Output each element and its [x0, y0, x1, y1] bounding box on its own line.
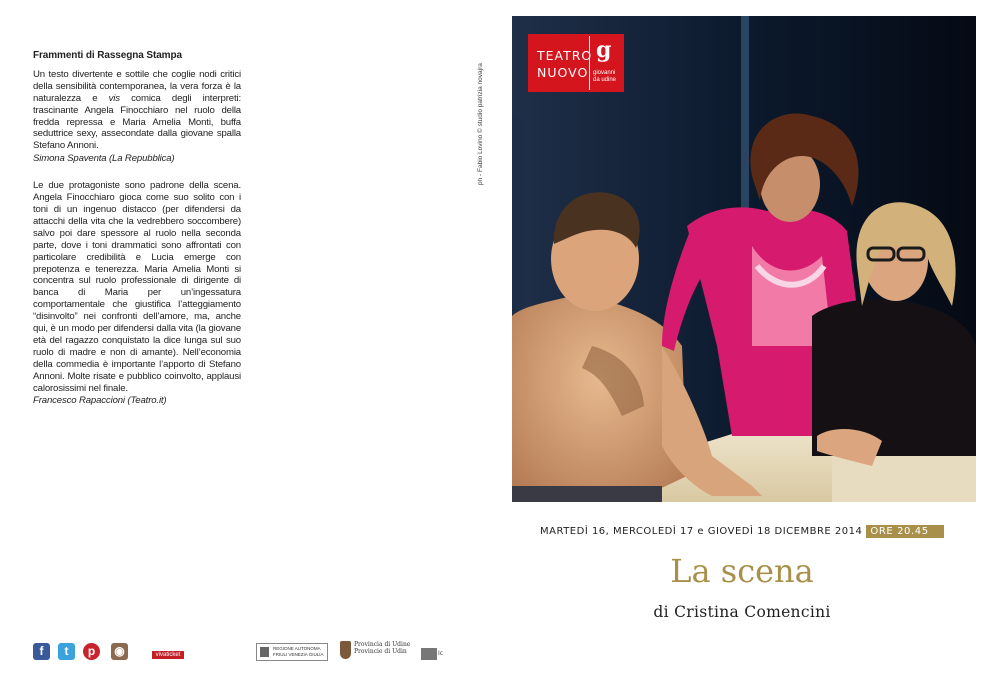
- facebook-icon[interactable]: f: [33, 643, 50, 660]
- review-2-text: Le due protagoniste sono padrone della scena. Angela Finocchiaro gioca come suo solito con i toni di un ingenuo distacco (per difendersi da attacchi della vita che la vedrebbero soccombere) salvo poi dare spessore al ruolo nella seconda parte, dove i toni drammatici sono affrontati con particolare credibilità e Lucia emerge con prepotenza e tenerezza. Maria Amelia Monti si concentra sul ruolo professionale di dirigente di banca di Maria per un’ingessatura comportamentale che giustifica l’atteggiamento “disinvolto” nei confronti dell’amore, ma, anche qui, è un modo per difendersi dalla vita (la giovane età del ragazzo conquistato la dice lunga sul suo ruolo di madre e non di amante). Nell’economia della commedia è importante l’apporto di Stefano Annoni. Molte risate e pubblico coinvolto, applausi calorosissimi nel finale.: [33, 180, 241, 394]
- pinterest-icon[interactable]: p: [83, 643, 100, 660]
- logo-subtitle: giovanni da udine: [593, 70, 617, 83]
- teatro-nuovo-logo: [528, 34, 624, 92]
- review-1-text: [33, 69, 241, 152]
- show-title: La scena: [670, 552, 814, 590]
- review-1-text-a: Un testo divertente e sottile che coglie nodi critici della sensibilità contemporanea, la vera forza è la naturalezza e: [33, 68, 241, 104]
- sponsor-mark-icon: [421, 648, 437, 660]
- provincia-crest-icon: [340, 641, 351, 659]
- vivaticket-logo[interactable]: vivaticket: [152, 651, 184, 659]
- logo-line-2: NUOVO: [537, 65, 589, 80]
- event-time-badge: ORE 20.45: [866, 525, 933, 538]
- review-2-source: Francesco Rapaccioni (Teatro.it): [33, 395, 167, 407]
- regione-fvg-logo: REGIONE AUTONOMA FRIULI VENEZIA GIULIA: [256, 643, 328, 661]
- instagram-icon[interactable]: ◉: [111, 643, 128, 660]
- provincia-udine-logo: Provincia di Udine Provincie di Udin: [340, 641, 410, 663]
- event-dates-text: MARTEDÌ 16, MERCOLEDÌ 17 e GIOVEDÌ 18 DICEMBRE 2014: [540, 526, 863, 537]
- twitter-icon[interactable]: t: [58, 643, 75, 660]
- sponsor-logo: Ic: [421, 644, 453, 660]
- show-author: di Cristina Comencini: [653, 603, 831, 621]
- press-review-heading: Frammenti di Rassegna Stampa: [33, 50, 182, 61]
- logo-text-box: [530, 36, 593, 90]
- photo-credit-text: ph - Fabio Lovino © studio patrizia novajra: [477, 63, 484, 185]
- photo-credit: [474, 50, 488, 185]
- review-1-text-b: comica degli interpreti: trascinante Angela Finocchiaro nel ruolo della fredda repressa e Maria Amelia Monti, buffa seduttrice sexy, assecondate dalla giovane spalla Stefano Annoni.: [33, 92, 241, 152]
- review-1-source: Simona Spaventa (La Repubblica): [33, 153, 175, 165]
- time-badge-end: [934, 525, 944, 538]
- region-crest-icon: [260, 647, 269, 657]
- logo-mark: g: [596, 37, 612, 63]
- review-1-italic: vis: [108, 92, 120, 104]
- logo-line-1: TEATRO: [537, 48, 593, 63]
- press-review-column: [33, 50, 241, 407]
- event-dates: [540, 525, 944, 540]
